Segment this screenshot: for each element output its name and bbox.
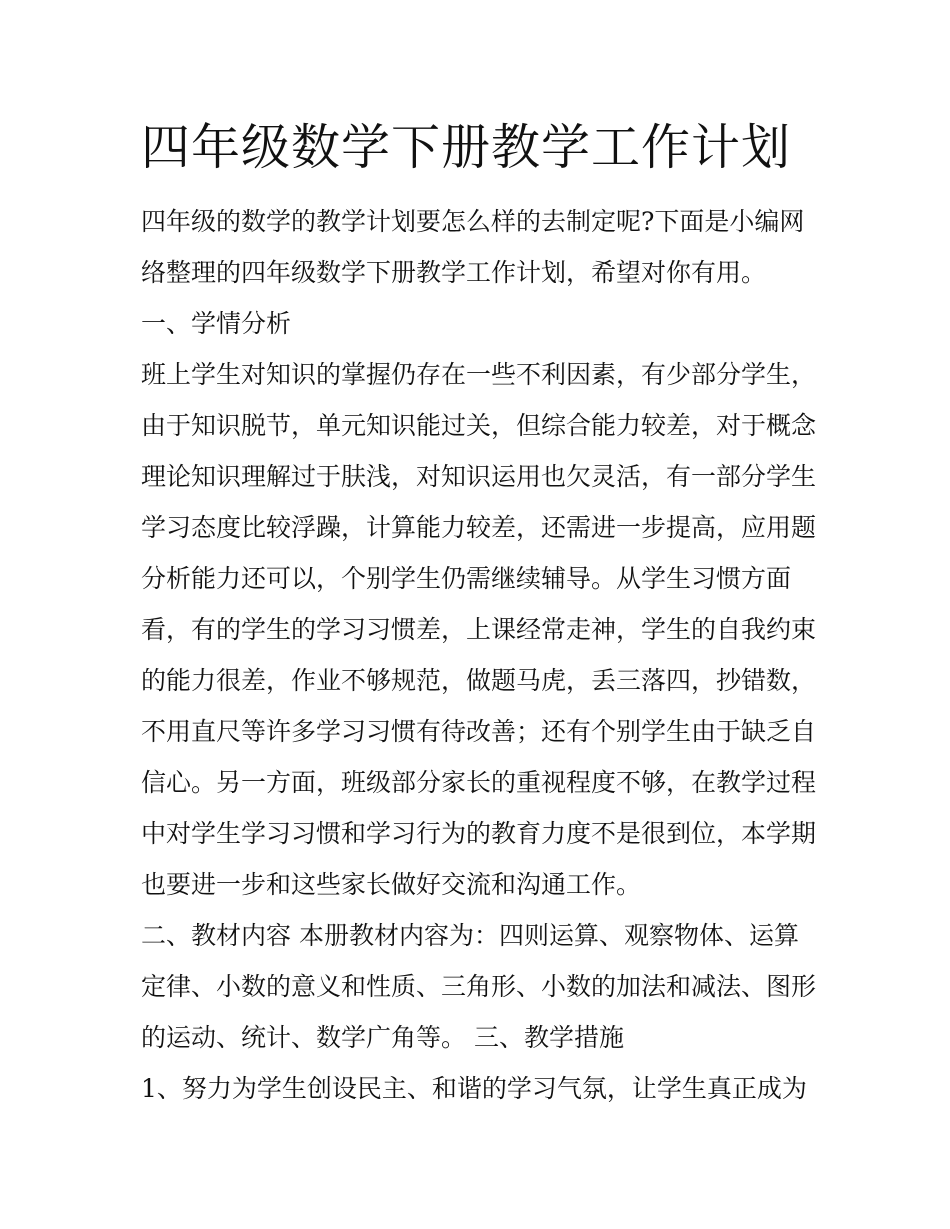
document-title: 四年级数学下册教学工作计划 xyxy=(141,119,792,176)
text-line: 理论知识理解过于肤浅，对知识运用也欠灵活，有一部分学生 xyxy=(141,462,817,491)
text-line: 由于知识脱节，单元知识能过关，但综合能力较差，对于概念 xyxy=(141,411,817,440)
text-line: 中对学生学习习惯和学习行为的教育力度不是很到位，本学期 xyxy=(141,819,817,848)
text-line: 分析能力还可以，个别学生仍需继续辅导。从学生习惯方面 xyxy=(141,564,792,593)
text-line: 也要进一步和这些家长做好交流和沟通工作。 xyxy=(141,870,642,899)
text-line: 络整理的四年级数学下册教学工作计划，希望对你有用。 xyxy=(141,258,767,287)
text-line: 四年级的数学的教学计划要怎么样的去制定呢?下面是小编网 xyxy=(141,207,805,236)
text-line: 信心。另一方面，班级部分家长的重视程度不够，在教学过程 xyxy=(141,768,817,797)
text-line: 学习态度比较浮躁，计算能力较差，还需进一步提高，应用题 xyxy=(141,513,817,542)
text-line: 不用直尺等许多学习习惯有待改善；还有个别学生由于缺乏自 xyxy=(141,717,817,746)
text-line: 班上学生对知识的掌握仍存在一些不利因素，有少部分学生， xyxy=(141,360,817,389)
document-body xyxy=(141,196,861,1114)
text-line: 的运动、统计、数学广角等。 三、教学措施 xyxy=(141,1023,624,1052)
section-heading: 一、学情分析 xyxy=(141,309,292,338)
section-heading: 二、教材内容 本册教材内容为：四则运算、观察物体、运算 xyxy=(141,921,799,950)
text-line: 1、努力为学生创设民主、和谐的学习气氛，让学生真正成为 xyxy=(141,1074,807,1103)
text-line: 的能力很差，作业不够规范，做题马虎，丢三落四，抄错数， xyxy=(141,666,817,695)
text-line: 定律、小数的意义和性质、三角形、小数的加法和减法、图形 xyxy=(141,972,817,1001)
text-line: 看，有的学生的学习习惯差，上课经常走神，学生的自我约束 xyxy=(141,615,817,644)
